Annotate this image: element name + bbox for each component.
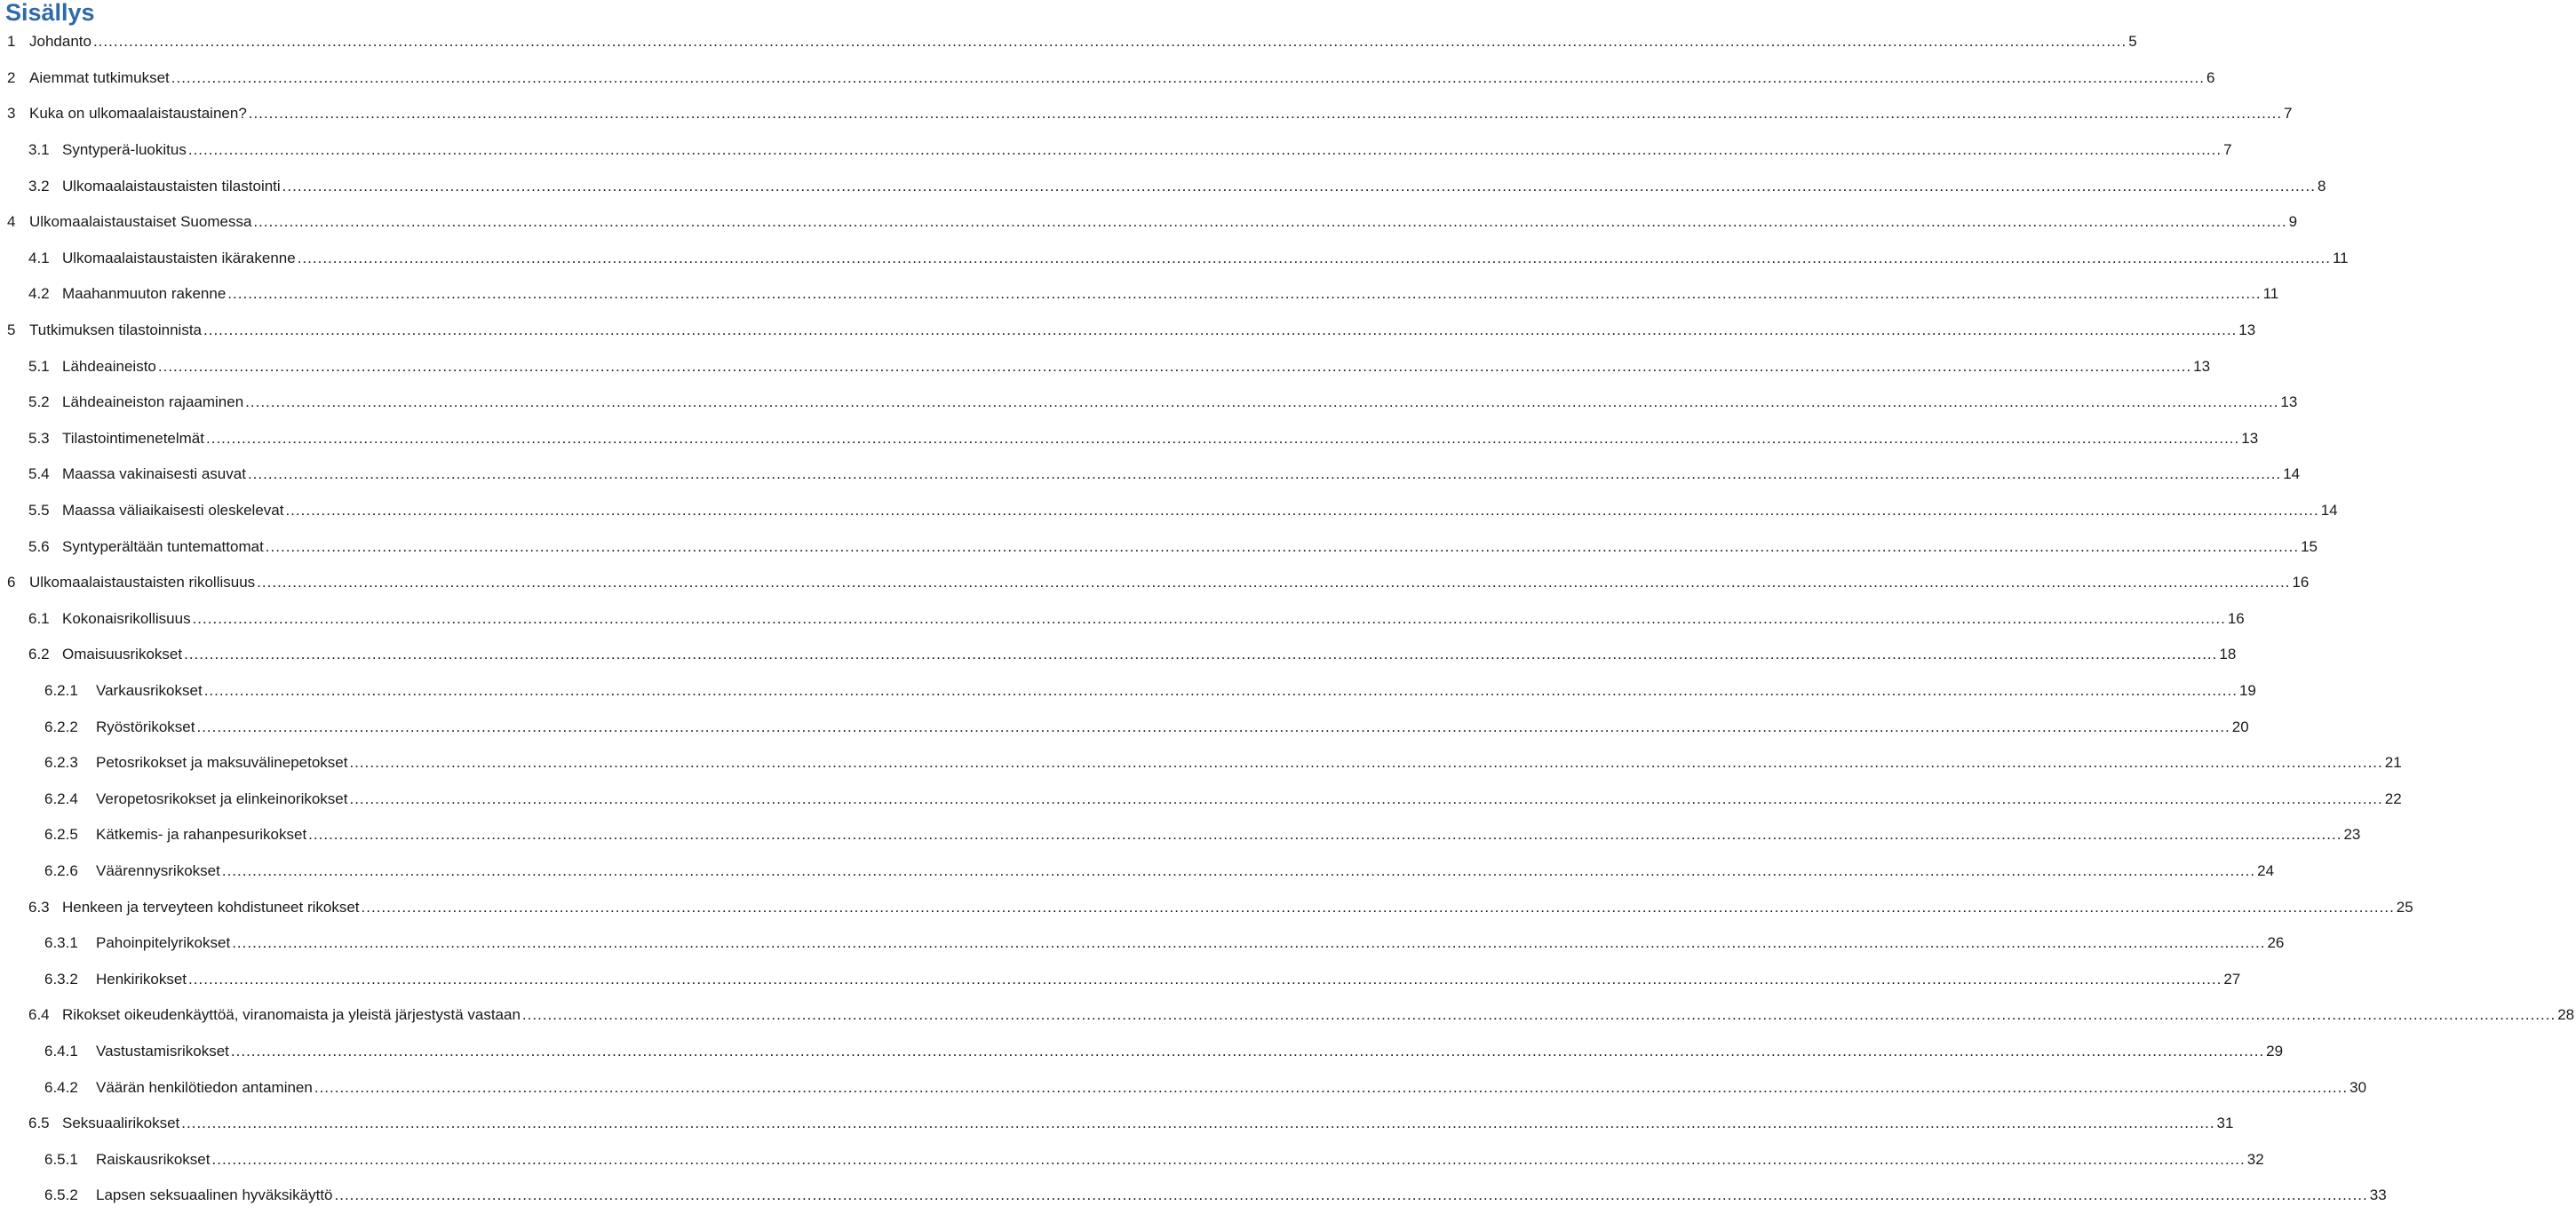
dot-leader: ................................................................................................................................................................................................................................................................................................................................................................................................................ (92, 33, 2127, 51)
toc-entry-page-number: 6 (2206, 68, 2215, 86)
toc-entry-page-number: 29 (2266, 1042, 2284, 1059)
dot-leader: ................................................................................................................................................................................................................................................................................................................................................................................................................ (282, 177, 2316, 194)
toc-entry-page-number: 14 (2283, 465, 2301, 483)
toc-entry-number: 5 (7, 321, 16, 339)
toc-entry[interactable] (0, 421, 2259, 457)
dot-leader: ................................................................................................................................................................................................................................................................................................................................................................................................................ (227, 285, 2262, 303)
toc-entry[interactable] (0, 24, 2137, 60)
toc-entry[interactable] (0, 528, 2318, 565)
toc-entry-number: 6.5.2 (44, 1186, 78, 1204)
toc-entry-page-number: 22 (2384, 789, 2402, 807)
toc-entry-title: Kuka on ulkomaalaistaustainen? (29, 105, 247, 123)
toc-entry-number: 5.6 (28, 537, 50, 555)
toc-entry-page-number: 16 (2227, 609, 2245, 627)
toc-entry-title: Kokonaisrikollisuus (62, 609, 191, 627)
toc-entry-title: Petosrikokset ja maksuvälinepetokset (96, 754, 348, 772)
toc-entry-title: Syntyperä-luokitus (62, 141, 187, 159)
toc-entry-title: Vastustamisrikokset (96, 1042, 229, 1059)
toc-entry-title: Tutkimuksen tilastoinnista (29, 321, 203, 339)
toc-entry[interactable] (0, 385, 2298, 421)
dot-leader: ................................................................................................................................................................................................................................................................................................................................................................................................................ (248, 105, 2283, 123)
toc-entry-title: Johdanto (29, 33, 91, 51)
toc-entry-number: 4.2 (28, 285, 50, 303)
toc-entry-title: Tilastointimenetelmät (62, 429, 204, 447)
toc-entry-title: Lapsen seksuaalinen hyväksikäyttö (96, 1186, 333, 1204)
dot-leader: ................................................................................................................................................................................................................................................................................................................................................................................................................ (206, 429, 2240, 447)
toc-entry-number: 6.2.4 (44, 789, 78, 807)
toc-entry-number: 5.5 (28, 502, 50, 520)
toc-entry[interactable] (0, 673, 2256, 710)
toc-entry-page-number: 15 (2301, 537, 2318, 555)
dot-leader: ................................................................................................................................................................................................................................................................................................................................................................................................................ (253, 213, 2287, 231)
dot-leader: ................................................................................................................................................................................................................................................................................................................................................................................................................ (247, 465, 2282, 483)
table-of-contents (0, 24, 2575, 1214)
toc-entry-number: 6.4.1 (44, 1042, 78, 1059)
toc-entry[interactable] (0, 925, 2285, 962)
toc-entry-page-number: 9 (2288, 213, 2298, 231)
toc-entry-page-number: 32 (2246, 1150, 2264, 1168)
toc-entry[interactable] (0, 276, 2279, 313)
toc-entry-page-number: 8 (2317, 177, 2326, 194)
toc-entry-number: 6.2.3 (44, 754, 78, 772)
toc-entry[interactable] (0, 168, 2326, 204)
toc-entry[interactable] (0, 709, 2249, 745)
toc-entry[interactable] (0, 1106, 2234, 1142)
toc-entry[interactable] (0, 241, 2349, 277)
toc-entry-number: 3 (7, 105, 16, 123)
toc-entry-title: Raiskausrikokset (96, 1150, 211, 1168)
toc-entry-number: 5.4 (28, 465, 50, 483)
toc-entry[interactable] (0, 348, 2211, 385)
toc-entry[interactable] (0, 456, 2301, 493)
toc-entry-title: Kätkemis- ja rahanpesurikokset (96, 826, 307, 844)
dot-leader: ................................................................................................................................................................................................................................................................................................................................................................................................................ (349, 789, 2383, 807)
toc-entry-title: Aiemmat tutkimukset (29, 68, 170, 86)
toc-entry-page-number: 27 (2223, 970, 2241, 988)
toc-entry-number: 5.3 (28, 429, 50, 447)
toc-entry-page-number: 19 (2238, 681, 2256, 699)
toc-entry-number: 6.2.2 (44, 718, 78, 735)
toc-entry-page-number: 28 (2557, 1006, 2575, 1024)
toc-entry-title: Maassa väliaikaisesti oleskelevat (62, 502, 284, 520)
toc-entry-page-number: 14 (2320, 502, 2338, 520)
toc-entry-number: 3.2 (28, 177, 50, 194)
toc-entry-number: 6.2 (28, 646, 50, 663)
dot-leader: ................................................................................................................................................................................................................................................................................................................................................................................................................ (334, 1186, 2368, 1204)
toc-entry-title: Ulkomaalaistaustaisten tilastointi (62, 177, 281, 194)
page-title: Sisällys (5, 0, 95, 26)
dot-leader: ................................................................................................................................................................................................................................................................................................................................................................................................................ (285, 502, 2319, 520)
toc-entry[interactable] (0, 132, 2232, 169)
toc-entry-page-number: 23 (2343, 826, 2361, 844)
toc-entry-title: Maassa vakinaisesti asuvat (62, 465, 246, 483)
dot-leader: ................................................................................................................................................................................................................................................................................................................................................................................................................ (245, 393, 2279, 411)
dot-leader: ................................................................................................................................................................................................................................................................................................................................................................................................................ (314, 1078, 2349, 1096)
toc-entry-title: Syntyperältään tuntemattomat (62, 537, 264, 555)
dot-leader: ................................................................................................................................................................................................................................................................................................................................................................................................................ (196, 718, 2230, 735)
toc-entry-page-number: 7 (2223, 141, 2232, 159)
toc-entry-title: Henkeen ja terveyteen kohdistuneet rikokset (62, 898, 360, 916)
dot-leader: ................................................................................................................................................................................................................................................................................................................................................................................................................ (308, 826, 2342, 844)
toc-entry-page-number: 20 (2231, 718, 2249, 735)
dot-leader: ................................................................................................................................................................................................................................................................................................................................................................................................................ (203, 321, 2238, 339)
toc-entry-title: Väärennysrikokset (96, 861, 220, 879)
toc-entry-page-number: 11 (2332, 249, 2349, 266)
toc-entry[interactable] (0, 745, 2402, 782)
toc-entry-page-number: 24 (2257, 861, 2275, 879)
toc-entry-number: 6 (7, 574, 16, 591)
toc-entry-title: Pahoinpitelyrikokset (96, 934, 231, 952)
toc-entry-title: Ulkomaalaistaustaisten ikärakenne (62, 249, 296, 266)
toc-entry-page-number: 26 (2267, 934, 2285, 952)
toc-entry-page-number: 33 (2369, 1186, 2387, 1204)
toc-entry-number: 6.1 (28, 609, 50, 627)
toc-entry-title: Lähdeaineiston rajaaminen (62, 393, 244, 411)
toc-entry-title: Varkausrikokset (96, 681, 203, 699)
toc-entry-number: 6.3.2 (44, 970, 78, 988)
toc-entry[interactable] (0, 1069, 2367, 1106)
dot-leader: ................................................................................................................................................................................................................................................................................................................................................................................................................ (349, 754, 2383, 772)
dot-leader: ................................................................................................................................................................................................................................................................................................................................................................................................................ (203, 681, 2238, 699)
toc-entry[interactable] (0, 997, 2575, 1034)
toc-entry-number: 6.5 (28, 1115, 50, 1132)
toc-entry-number: 3.1 (28, 141, 50, 159)
dot-leader: ................................................................................................................................................................................................................................................................................................................................................................................................................ (187, 141, 2222, 159)
toc-entry-title: Ulkomaalaistaustaisten rikollisuus (29, 574, 256, 591)
dot-leader: ................................................................................................................................................................................................................................................................................................................................................................................................................ (192, 609, 2226, 627)
toc-entry-page-number: 13 (2241, 429, 2259, 447)
toc-entry[interactable] (0, 493, 2338, 529)
toc-entry[interactable] (0, 565, 2310, 601)
toc-entry-number: 6.2.1 (44, 681, 78, 699)
toc-entry-number: 6.2.5 (44, 826, 78, 844)
toc-entry-title: Rikokset oikeudenkäyttöä, viranomaista ja yleistä järjestystä vastaan (62, 1006, 521, 1024)
toc-entry-number: 5.1 (28, 357, 50, 375)
toc-entry[interactable] (0, 1178, 2387, 1214)
toc-entry-number: 6.2.6 (44, 861, 78, 879)
toc-entry-number: 6.4.2 (44, 1078, 78, 1096)
toc-entry[interactable] (0, 817, 2361, 853)
toc-entry[interactable] (0, 1034, 2284, 1070)
toc-entry[interactable] (0, 313, 2256, 349)
toc-entry-number: 4 (7, 213, 16, 231)
toc-entry-page-number: 21 (2384, 754, 2402, 772)
toc-entry-page-number: 5 (2128, 33, 2137, 51)
toc-entry-title: Ulkomaalaistaustaiset Suomessa (29, 213, 252, 231)
toc-entry-number: 1 (7, 33, 16, 51)
toc-entry-page-number: 31 (2216, 1115, 2234, 1132)
dot-leader: ................................................................................................................................................................................................................................................................................................................................................................................................................ (171, 68, 2206, 86)
toc-entry-page-number: 13 (2238, 321, 2256, 339)
toc-entry[interactable] (0, 961, 2241, 997)
toc-entry-page-number: 25 (2396, 898, 2413, 916)
dot-leader: ................................................................................................................................................................................................................................................................................................................................................................................................................ (157, 357, 2192, 375)
toc-entry-number: 2 (7, 68, 16, 86)
toc-entry-page-number: 16 (2292, 574, 2310, 591)
toc-entry-number: 6.4 (28, 1006, 50, 1024)
toc-entry[interactable] (0, 853, 2275, 890)
toc-entry-title: Veropetosrikokset ja elinkeinorikokset (96, 789, 348, 807)
dot-leader: ................................................................................................................................................................................................................................................................................................................................................................................................................ (181, 1115, 2215, 1132)
toc-entry-title: Seksuaalirikokset (62, 1115, 180, 1132)
toc-entry-page-number: 7 (2284, 105, 2293, 123)
toc-entry-page-number: 30 (2349, 1078, 2367, 1096)
toc-entry[interactable] (0, 889, 2413, 925)
toc-entry[interactable] (0, 204, 2298, 241)
dot-leader: ................................................................................................................................................................................................................................................................................................................................................................................................................ (188, 970, 2222, 988)
dot-leader: ................................................................................................................................................................................................................................................................................................................................................................................................................ (257, 574, 2291, 591)
dot-leader: ................................................................................................................................................................................................................................................................................................................................................................................................................ (230, 1042, 2265, 1059)
toc-entry-title: Lähdeaineisto (62, 357, 156, 375)
toc-entry-page-number: 13 (2280, 393, 2298, 411)
toc-entry-number: 4.1 (28, 249, 50, 266)
toc-entry-title: Ryöstörikokset (96, 718, 195, 735)
toc-entry-number: 5.2 (28, 393, 50, 411)
dot-leader: ................................................................................................................................................................................................................................................................................................................................................................................................................ (297, 249, 2331, 266)
toc-entry[interactable] (0, 637, 2237, 673)
dot-leader: ................................................................................................................................................................................................................................................................................................................................................................................................................ (221, 861, 2256, 879)
toc-entry-number: 6.3.1 (44, 934, 78, 952)
toc-entry-title: Väärän henkilötiedon antaminen (96, 1078, 313, 1096)
dot-leader: ................................................................................................................................................................................................................................................................................................................................................................................................................ (232, 934, 2266, 952)
toc-entry[interactable] (0, 601, 2245, 638)
toc-entry[interactable] (0, 60, 2215, 97)
toc-entry-title: Omaisuusrikokset (62, 646, 183, 663)
dot-leader: ................................................................................................................................................................................................................................................................................................................................................................................................................ (361, 898, 2395, 916)
toc-entry[interactable] (0, 1141, 2264, 1178)
toc-entry-number: 6.5.1 (44, 1150, 78, 1168)
toc-entry[interactable] (0, 781, 2402, 817)
toc-entry[interactable] (0, 96, 2293, 132)
dot-leader: ................................................................................................................................................................................................................................................................................................................................................................................................................ (184, 646, 2218, 663)
dot-leader: ................................................................................................................................................................................................................................................................................................................................................................................................................ (211, 1150, 2246, 1168)
toc-entry-number: 6.3 (28, 898, 50, 916)
dot-leader: ................................................................................................................................................................................................................................................................................................................................................................................................................ (521, 1006, 2556, 1024)
toc-entry-page-number: 18 (2219, 646, 2237, 663)
toc-entry-page-number: 11 (2262, 285, 2279, 303)
toc-entry-title: Henkirikokset (96, 970, 187, 988)
toc-entry-page-number: 13 (2193, 357, 2211, 375)
toc-entry-title: Maahanmuuton rakenne (62, 285, 227, 303)
dot-leader: ................................................................................................................................................................................................................................................................................................................................................................................................................ (265, 537, 2300, 555)
